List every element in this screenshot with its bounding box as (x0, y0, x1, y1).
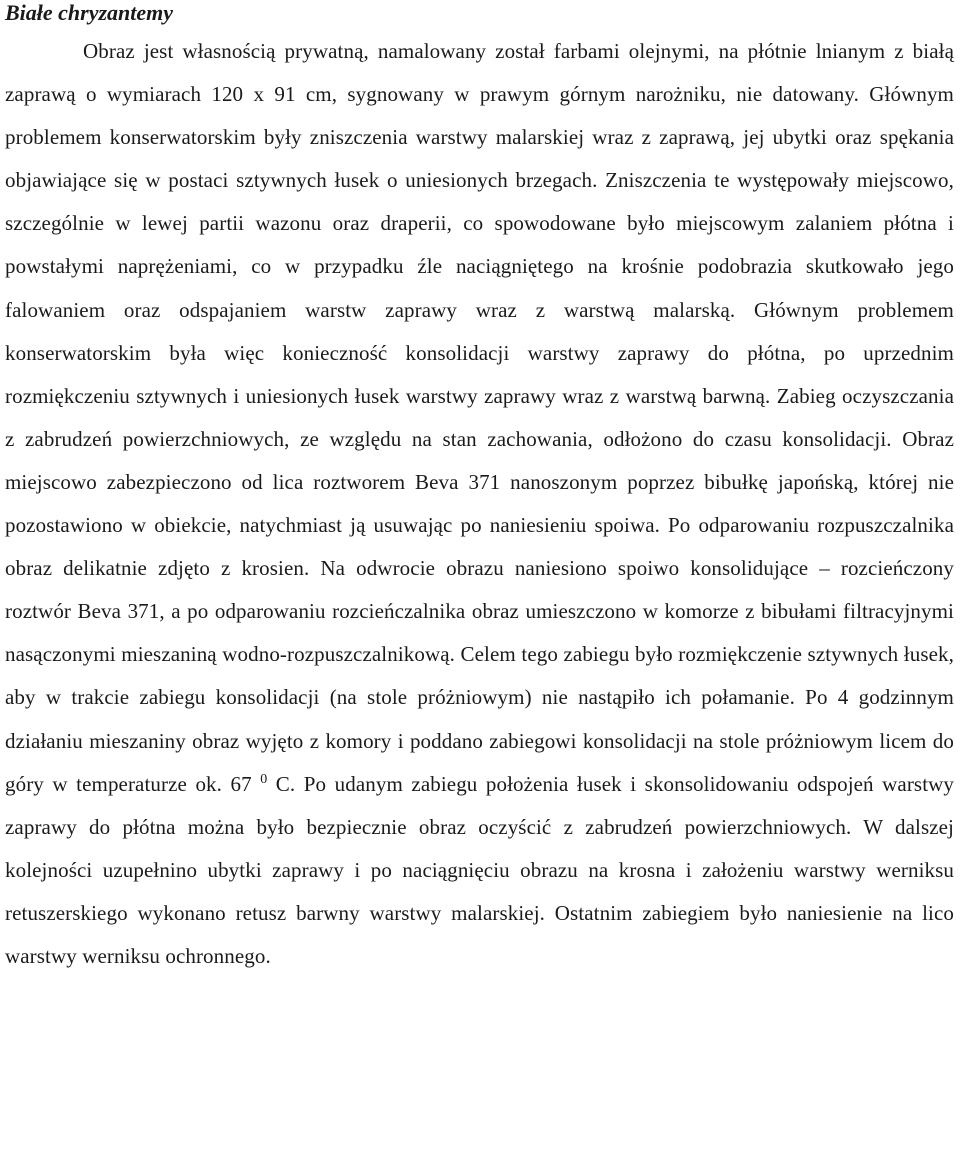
body-paragraph (5, 30, 954, 978)
document-title: Białe chryzantemy (5, 0, 174, 25)
paragraph-text-part1: Obraz jest własnością prywatną, namalowany został farbami olejnymi, na płótnie lnianym z białą zaprawą o wymiarach 120 x 91 cm, sygnowany w prawym górnym narożniku, nie datowany. Głównym problemem konserwatorskim były zniszczenia warstwy malarskiej wraz z zaprawą, jej ubytki oraz spękania objawiające się w postaci sztywnych łusek o uniesionych brzegach. Zniszczenia te występowały miejscowo, szczególnie w lewej partii wazonu oraz draperii, co spowodowane było miejscowym zalaniem płótna i powstałymi naprężeniami, co w przypadku źle naciągniętego na krośnie podobrazia skutkowało jego falowaniem oraz odspajaniem warstw zaprawy wraz z warstwą malarską. Głównym problemem konserwatorskim była więc konieczność konsolidacji warstwy zaprawy do płótna, po uprzednim rozmiękczeniu sztywnych i uniesionych łusek warstwy zaprawy wraz z warstwą barwną. Zabieg oczyszczania z zabrudzeń powierzchniowych, ze względu na stan zachowania, odłożono do czasu konsolidacji. Obraz miejscowo zabezpieczono od lica roztworem Beva 371 nanoszonym poprzez bibułkę japońską, której nie pozostawiono w obiekcie, natychmiast ją usuwając po naniesieniu spoiwa. Po odparowaniu rozpuszczalnika obraz delikatnie zdjęto z krosien. Na odwrocie obrazu naniesiono spoiwo konsolidujące – rozcieńczony roztwór Beva 371, a po odparowaniu rozcieńczalnika obraz umieszczono w komorze z bibułami filtracyjnymi nasączonymi mieszaniną wodno-rozpuszczalnikową. Celem tego zabiegu było rozmiękczenie sztywnych łusek, aby w trakcie zabiegu konsolidacji (na stole próżniowym) nie nastąpiło ich połamanie. Po 4 godzinnym działaniu mieszaniny obraz wyjęto z komory i poddano zabiegowi konsolidacji na stole próżniowym licem do góry w temperaturze ok. 67 (5, 39, 954, 796)
paragraph-text-part2: C. Po udanym zabiegu położenia łusek i skonsolidowaniu odspojeń warstwy zaprawy do płótna można było bezpiecznie obraz oczyścić z zabrudzeń powierzchniowych. W dalszej kolejności uzupełnino ubytki zaprawy i po naciągnięciu obrazu na krosna i założeniu warstwy werniksu retuszerskiego wykonano retusz barwny warstwy malarskiej. Ostatnim zabiegiem było naniesienie na lico warstwy werniksu ochronnego. (5, 771, 954, 968)
degree-superscript: 0 (260, 771, 268, 787)
